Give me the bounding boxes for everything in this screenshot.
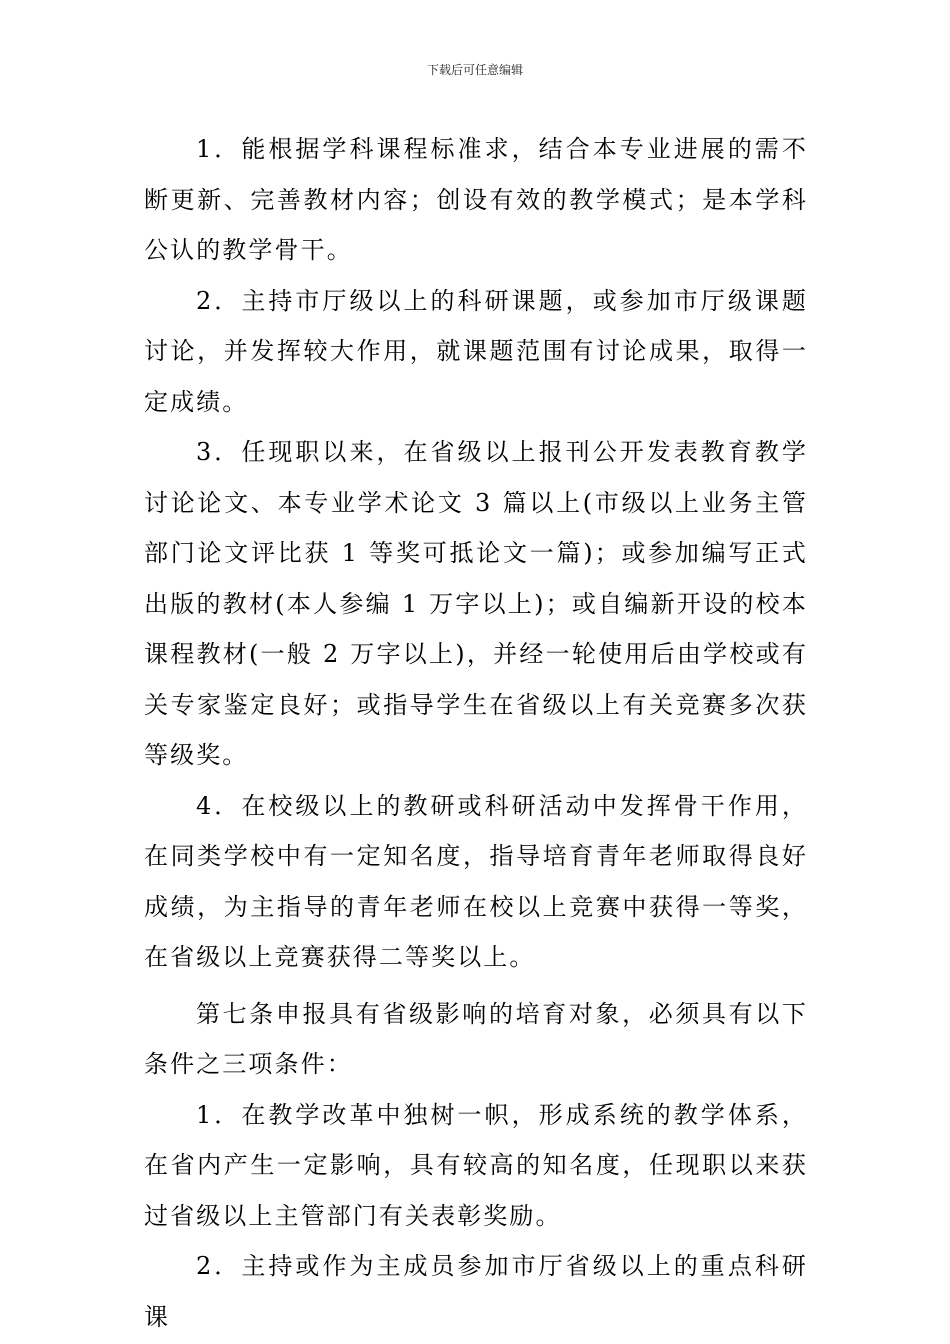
article-seven-heading: 第七条申报具有省级影响的培育对象，必须具有以下条件之三项条件： — [144, 999, 808, 1078]
paragraph-item-6: 2．主持或作为主成员参加市厅省级以上的重点科研课 — [144, 1252, 808, 1331]
paragraph-item-4: 4．在校级以上的教研或科研活动中发挥骨干作用，在同类学校中有一定知名度，指导培育青年老师取得良好成绩，为主指导的青年老师在校以上竞赛中获得一等奖，在省级以上竞赛获得二等奖以上。 — [144, 791, 808, 971]
page-header: 下载后可任意编辑 — [426, 63, 523, 77]
paragraph-item-2: 2．主持市厅级以上的科研课题，或参加市厅级课题讨论，并发挥较大作用，就课题范围有讨论成果，取得一定成绩。 — [144, 286, 808, 416]
paragraph-item-3: 3．任现职以来，在省级以上报刊公开发表教育教学讨论论文、本专业学术论文 3 篇以上(市级以上业务主管部门论文评比获 1 等奖可抵论文一篇)；或参加编写正式出版的教材(本人参编 1 万字以上)；或自编新开设的校本课程教材(一般 2 万字以上)，并经一轮使用后由学校或有关专家鉴定良好；或指导学生在省级以上有关竞赛多次获等级奖。 — [144, 438, 808, 769]
document-body — [144, 124, 808, 1342]
paragraph-item-1: 1．能根据学科课程标准求，结合本专业进展的需不断更新、完善教材内容；创设有效的教学模式；是本学科公认的教学骨干。 — [144, 135, 808, 264]
paragraph-item-5: 1．在教学改革中独树一帜，形成系统的教学体系，在省内产生一定影响，具有较高的知名度，任现职以来获过省级以上主管部门有关表彰奖励。 — [144, 1100, 808, 1230]
